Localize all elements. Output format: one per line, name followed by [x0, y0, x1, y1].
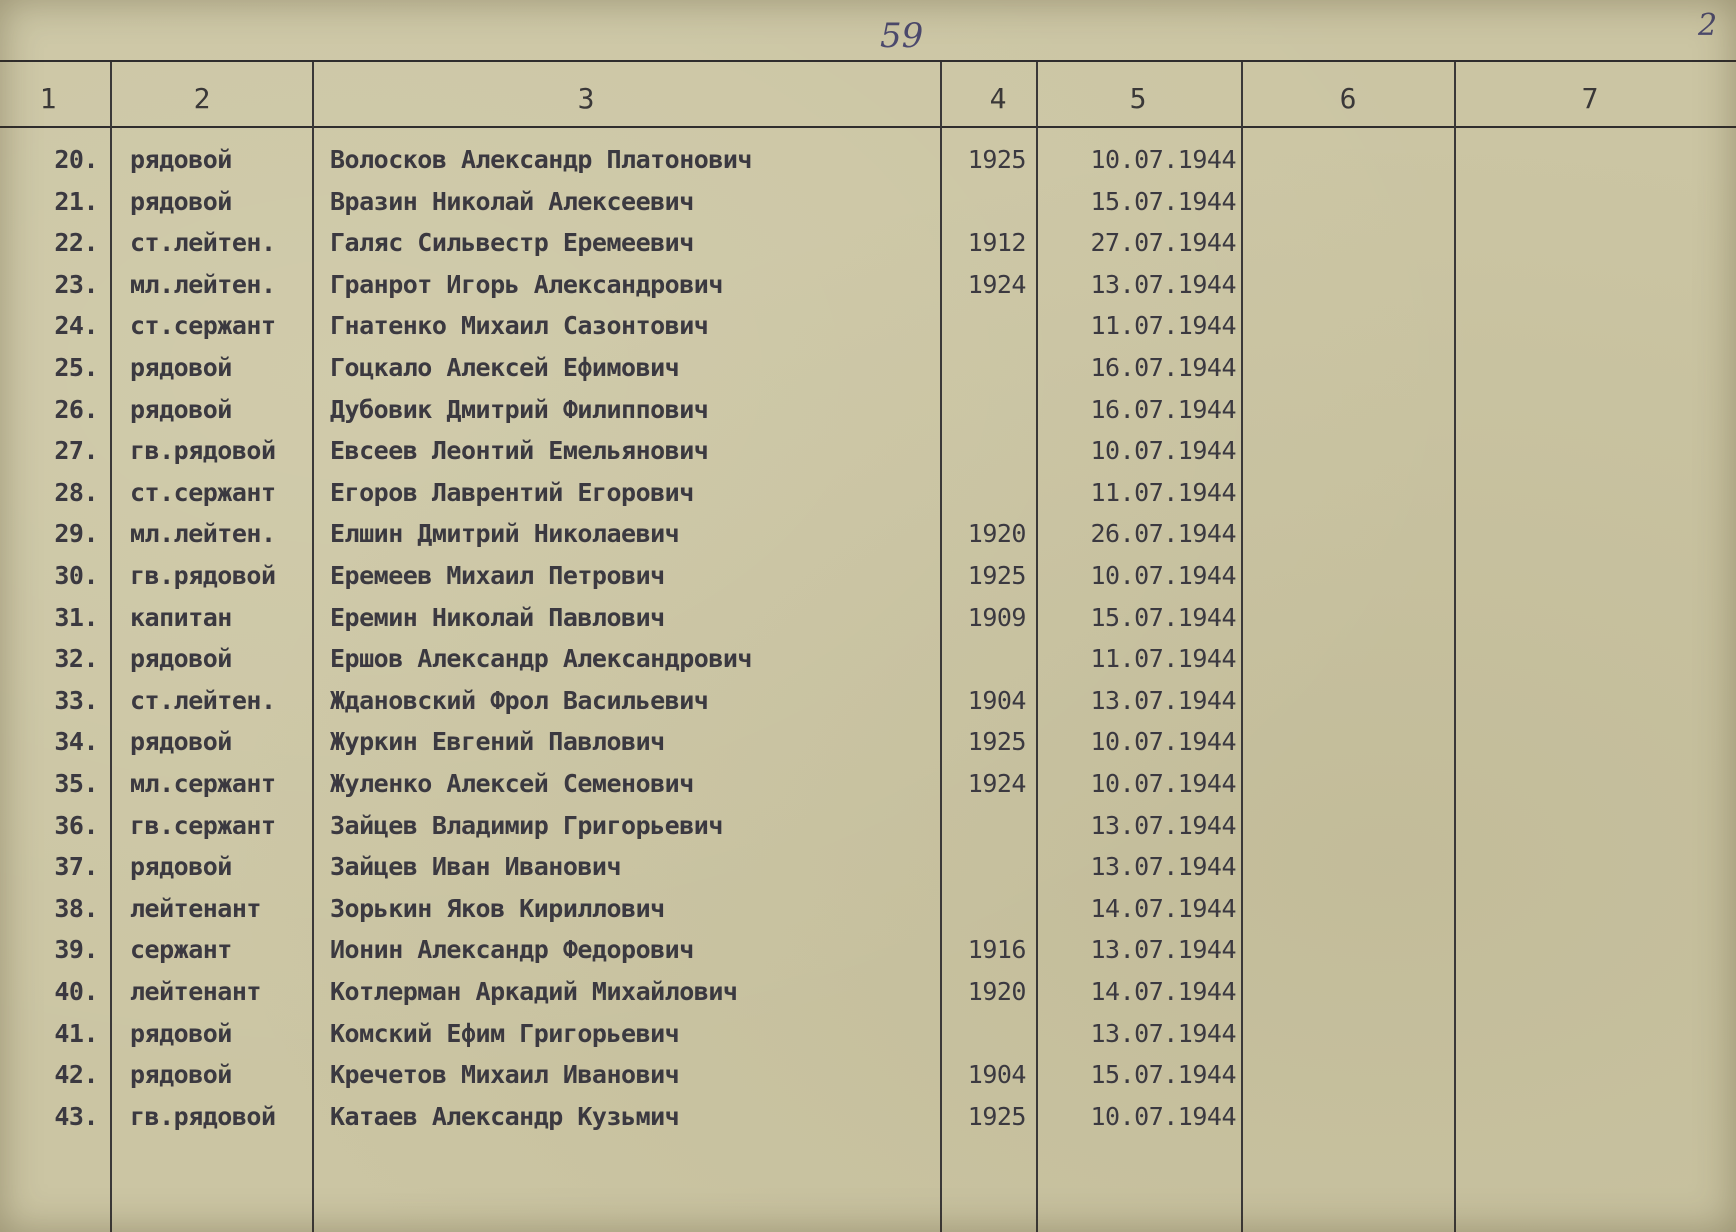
table-row — [0, 265, 1736, 305]
birth-year-cell: 1909 — [967, 602, 1026, 632]
row-number: 26. — [54, 394, 98, 424]
column-header-6: 6 — [1339, 82, 1357, 115]
table-row — [0, 140, 1736, 180]
name-cell: Гоцкало Алексей Ефимович — [330, 353, 680, 382]
table-row — [0, 764, 1736, 804]
table-top-rule — [0, 60, 1736, 62]
column-header-2: 2 — [193, 82, 211, 115]
birth-year-cell: 1912 — [967, 228, 1026, 258]
rank-cell: гв.рядовой — [130, 561, 276, 590]
table-row — [0, 306, 1736, 346]
name-cell: Жуленко Алексей Семенович — [330, 769, 694, 798]
rank-cell: лейтенант — [130, 977, 261, 1006]
birth-year-cell: 1904 — [967, 1060, 1026, 1090]
table-row — [0, 182, 1736, 222]
row-number: 29. — [54, 519, 98, 549]
birth-year-cell: 1904 — [967, 685, 1026, 715]
rank-cell: мл.лейтен. — [130, 519, 276, 549]
table-row — [0, 1097, 1736, 1137]
rank-cell: ст.лейтен. — [130, 685, 276, 715]
row-number: 38. — [54, 893, 98, 923]
rank-cell: лейтенант — [130, 893, 261, 923]
row-number: 43. — [54, 1101, 98, 1131]
table-row — [0, 681, 1736, 721]
birth-year-cell — [944, 390, 1026, 430]
table-row — [0, 348, 1736, 388]
date-cell: 13.07.1944 — [1090, 685, 1236, 715]
birth-year-cell: 1924 — [967, 269, 1026, 299]
date-cell: 11.07.1944 — [1090, 644, 1236, 674]
date-cell: 15.07.1944 — [1090, 186, 1236, 216]
name-cell: Еремин Николай Павлович — [330, 602, 665, 632]
date-cell: 13.07.1944 — [1090, 935, 1236, 965]
rank-cell: рядовой — [130, 852, 232, 882]
row-number: 34. — [54, 727, 98, 757]
corner-mark: 2 — [1698, 8, 1718, 43]
name-cell: Ионин Александр Федорович — [330, 935, 694, 965]
birth-year-cell: 1920 — [967, 977, 1026, 1006]
name-cell: Евсеев Леонтий Емельянович — [330, 436, 709, 466]
row-number: 27. — [54, 436, 98, 466]
birth-year-cell: 1925 — [967, 145, 1026, 174]
name-cell: Журкин Евгений Павлович — [330, 727, 665, 757]
date-cell: 11.07.1944 — [1090, 477, 1236, 507]
rank-cell: рядовой — [130, 145, 232, 174]
column-header-5: 5 — [1129, 82, 1147, 115]
date-cell: 16.07.1944 — [1090, 353, 1236, 382]
name-cell: Зайцев Иван Иванович — [330, 852, 622, 882]
table-row — [0, 390, 1736, 430]
name-cell: Гнатенко Михаил Сазонтович — [330, 311, 709, 341]
birth-year-cell — [944, 1014, 1026, 1054]
date-cell: 27.07.1944 — [1090, 228, 1236, 258]
date-cell: 14.07.1944 — [1090, 977, 1236, 1006]
name-cell: Зайцев Владимир Григорьевич — [330, 810, 723, 840]
date-cell: 10.07.1944 — [1090, 561, 1236, 590]
name-cell: Катаев Александр Кузьмич — [330, 1101, 680, 1131]
column-header-3: 3 — [577, 82, 595, 115]
row-number: 23. — [54, 269, 98, 299]
table-row — [0, 1055, 1736, 1095]
birth-year-cell — [944, 431, 1026, 471]
table-row — [0, 847, 1736, 887]
date-cell: 11.07.1944 — [1090, 311, 1236, 341]
birth-year-cell: 1925 — [967, 727, 1026, 757]
rank-cell: рядовой — [130, 394, 232, 424]
row-number: 28. — [54, 477, 98, 507]
rank-cell: сержант — [130, 935, 232, 965]
birth-year-cell: 1924 — [967, 769, 1026, 798]
date-cell: 13.07.1944 — [1090, 810, 1236, 840]
birth-year-cell — [944, 306, 1026, 346]
row-number: 41. — [54, 1018, 98, 1048]
row-number: 33. — [54, 685, 98, 715]
table-row — [0, 514, 1736, 554]
name-cell: Егоров Лаврентий Егорович — [330, 477, 694, 507]
birth-year-cell — [944, 639, 1026, 679]
date-cell: 13.07.1944 — [1090, 852, 1236, 882]
table-row — [0, 473, 1736, 513]
row-number: 42. — [54, 1060, 98, 1090]
date-cell: 16.07.1944 — [1090, 394, 1236, 424]
row-number: 37. — [54, 852, 98, 882]
name-cell: Гранрот Игорь Александрович — [330, 269, 723, 299]
name-cell: Волосков Александр Платонович — [330, 145, 752, 174]
name-cell: Еремеев Михаил Петрович — [330, 561, 665, 590]
name-cell: Ершов Александр Александрович — [330, 644, 752, 674]
row-number: 31. — [54, 602, 98, 632]
folio-number: 59 — [880, 16, 924, 56]
row-number: 36. — [54, 810, 98, 840]
name-cell: Кречетов Михаил Иванович — [330, 1060, 680, 1090]
table-row — [0, 556, 1736, 596]
table-row — [0, 223, 1736, 263]
date-cell: 10.07.1944 — [1090, 727, 1236, 757]
rank-cell: гв.сержант — [130, 810, 276, 840]
name-cell: Комский Ефим Григорьевич — [330, 1018, 680, 1048]
row-number: 40. — [54, 977, 98, 1006]
rank-cell: ст.сержант — [130, 477, 276, 507]
rank-cell: рядовой — [130, 1060, 232, 1090]
name-cell: Ждановский Фрол Васильевич — [330, 685, 709, 715]
date-cell: 13.07.1944 — [1090, 1018, 1236, 1048]
rank-cell: гв.рядовой — [130, 1101, 276, 1131]
rank-cell: мл.лейтен. — [130, 269, 276, 299]
birth-year-cell: 1920 — [967, 519, 1026, 549]
birth-year-cell — [944, 182, 1026, 222]
rank-cell: рядовой — [130, 727, 232, 757]
name-cell: Вразин Николай Алексеевич — [330, 186, 694, 216]
birth-year-cell: 1916 — [967, 935, 1026, 965]
table-row — [0, 972, 1736, 1012]
row-number: 21. — [54, 186, 98, 216]
name-cell: Елшин Дмитрий Николаевич — [330, 519, 680, 549]
date-cell: 15.07.1944 — [1090, 602, 1236, 632]
rank-cell: рядовой — [130, 644, 232, 674]
birth-year-cell — [944, 348, 1026, 388]
row-number: 35. — [54, 769, 98, 798]
rank-cell: гв.рядовой — [130, 436, 276, 466]
name-cell: Дубовик Дмитрий Филиппович — [330, 394, 709, 424]
date-cell: 14.07.1944 — [1090, 893, 1236, 923]
birth-year-cell — [944, 847, 1026, 887]
table-row — [0, 598, 1736, 638]
row-number: 30. — [54, 561, 98, 590]
rank-cell: ст.сержант — [130, 311, 276, 341]
date-cell: 10.07.1944 — [1090, 769, 1236, 798]
table-row — [0, 806, 1736, 846]
name-cell: Зорькин Яков Кириллович — [330, 893, 665, 923]
birth-year-cell — [944, 889, 1026, 929]
header-bottom-rule — [0, 126, 1736, 128]
table-row — [0, 1014, 1736, 1054]
row-number: 32. — [54, 644, 98, 674]
column-header-4: 4 — [989, 82, 1007, 115]
date-cell: 13.07.1944 — [1090, 269, 1236, 299]
rank-cell: рядовой — [130, 353, 232, 382]
date-cell: 26.07.1944 — [1090, 519, 1236, 549]
row-number: 39. — [54, 935, 98, 965]
birth-year-cell — [944, 806, 1026, 846]
date-cell: 10.07.1944 — [1090, 145, 1236, 174]
name-cell: Галяс Сильвестр Еремеевич — [330, 228, 694, 258]
birth-year-cell: 1925 — [967, 1101, 1026, 1131]
date-cell: 10.07.1944 — [1090, 436, 1236, 466]
rank-cell: рядовой — [130, 186, 232, 216]
row-number: 24. — [54, 311, 98, 341]
birth-year-cell — [944, 473, 1026, 513]
date-cell: 15.07.1944 — [1090, 1060, 1236, 1090]
rank-cell: рядовой — [130, 1018, 232, 1048]
table-row — [0, 431, 1736, 471]
name-cell: Котлерман Аркадий Михайлович — [330, 977, 738, 1006]
rank-cell: мл.сержант — [130, 769, 276, 798]
column-header-1: 1 — [39, 82, 57, 115]
row-number: 25. — [54, 353, 98, 382]
rank-cell: капитан — [130, 602, 232, 632]
date-cell: 10.07.1944 — [1090, 1101, 1236, 1131]
table-row — [0, 930, 1736, 970]
rank-cell: ст.лейтен. — [130, 228, 276, 258]
table-row — [0, 639, 1736, 679]
column-header-7: 7 — [1581, 82, 1599, 115]
table-row — [0, 889, 1736, 929]
row-number: 20. — [54, 145, 98, 174]
row-number: 22. — [54, 228, 98, 258]
birth-year-cell: 1925 — [967, 561, 1026, 590]
table-row — [0, 722, 1736, 762]
